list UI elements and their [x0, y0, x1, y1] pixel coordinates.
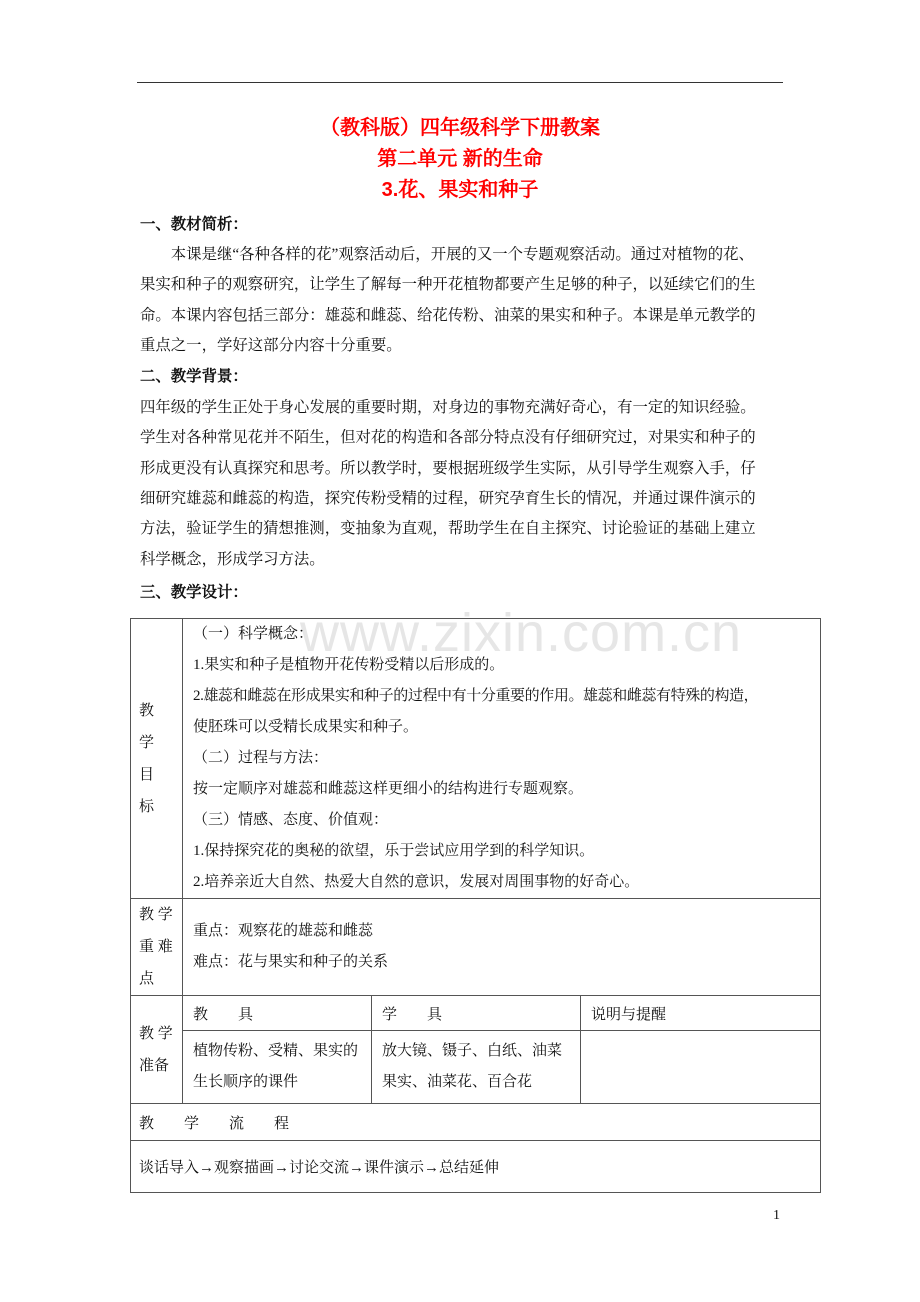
paragraph-line: 学生对各种常见花并不陌生，但对花的构造和各部分特点没有仔细研究过，对果实和种子的: [140, 429, 756, 446]
paragraph-line: 果实和种子的观察研究，让学生了解每一种开花植物都要产生足够的种子，以延续它们的生: [140, 276, 756, 293]
table-row-keypoints: [131, 899, 821, 996]
goal-line: 1.果实和种子是植物开花传粉受精以后形成的。: [193, 657, 505, 673]
flow-content: 谈话导入→观察描画→讨论交流→课件演示→总结延伸: [131, 1141, 821, 1193]
student-tools: [372, 1031, 581, 1104]
goal-line: （三）情感、态度、价值观：: [193, 812, 389, 828]
label-char: 标: [139, 798, 155, 815]
section-heading-design: 三、教学设计：: [140, 584, 248, 601]
prep-label: [131, 996, 183, 1104]
goal-line: 2.雄蕊和雌蕊在形成果实和种子的过程中有十分重要的作用。雄蕊和雌蕊有特殊的构造，: [193, 688, 759, 704]
label-char: 教: [139, 702, 155, 719]
tool-line: 生长顺序的课件: [193, 1074, 299, 1090]
paragraph-line: 形成更没有认真探究和思考。所以教学时，要根据班级学生实际，从引导学生观察入手，仔: [140, 460, 756, 477]
teacher-tools: [183, 1031, 372, 1104]
paragraph-line: 本课是继“各种各样的花”观察活动后，开展的又一个专题观察活动。通过对植物的花、: [140, 246, 754, 263]
table-row-flow-label: [131, 1104, 821, 1141]
tool-line: 放大镜、镊子、白纸、油菜: [382, 1043, 563, 1059]
header-rule: [137, 82, 783, 83]
watermark: www.zixin.com.cn: [300, 603, 743, 663]
goals-content: [183, 619, 821, 899]
header-teacher-tools: 教 具: [183, 996, 372, 1031]
label-char: 目: [139, 766, 155, 783]
label-line: 点: [139, 971, 155, 987]
keypoints-label: [131, 899, 183, 996]
label-line: 教 学: [139, 1025, 173, 1042]
label-line: 重 难: [139, 939, 173, 955]
paragraph-line: 四年级的学生正处于身心发展的重要时期，对身边的事物充满好奇心，有一定的知识经验。: [140, 399, 756, 416]
goal-line: （二）过程与方法：: [193, 750, 329, 766]
goals-label: [131, 619, 183, 899]
goal-line: 按一定顺序对雄蕊和雌蕊这样更细小的结构进行专题观察。: [193, 781, 584, 797]
header-notes: 说明与提醒: [581, 996, 821, 1031]
table-row-prep-header: [131, 996, 821, 1031]
doc-title: （教科版）四年级科学下册教案: [320, 117, 600, 139]
goal-line: （一）科学概念：: [193, 626, 314, 642]
paragraph-line: 细研究雄蕊和雌蕊的构造，探究传粉受精的过程，研究孕育生长的情况，并通过课件演示的: [140, 490, 756, 507]
tool-line: 植物传粉、受精、果实的: [193, 1043, 359, 1059]
lesson-title: 3.花、果实和种子: [381, 179, 539, 201]
keypoints-content: [183, 899, 821, 996]
flow-label: 教 学 流 程: [131, 1104, 821, 1141]
paragraph-line: 科学概念，形成学习方法。: [140, 551, 325, 568]
table-row-flow: [131, 1141, 821, 1193]
key-point: 重点：观察花的雄蕊和雌蕊: [193, 923, 374, 939]
section-heading-analysis: 一、教材简析：: [140, 216, 248, 233]
table-row-prep: [131, 1031, 821, 1104]
label-line: 准备: [139, 1057, 170, 1074]
unit-title: 第二单元 新的生命: [377, 148, 543, 170]
goal-line: 1.保持探究花的奥秘的欲望，乐于尝试应用学到的科学知识。: [193, 843, 595, 859]
goal-line: 使胚珠可以受精长成果实和种子。: [193, 719, 419, 735]
goal-line: 2.培养亲近大自然、热爱大自然的意识，发展对周围事物的好奇心。: [193, 874, 640, 890]
paragraph-line: 方法，验证学生的猜想推测，变抽象为直观，帮助学生在自主探究、讨论验证的基础上建立: [140, 520, 756, 537]
paragraph-line: 重点之一，学好这部分内容十分重要。: [140, 337, 402, 354]
section-heading-background: 二、教学背景：: [140, 368, 248, 385]
label-char: 学: [139, 734, 155, 751]
paragraph-line: 命。本课内容包括三部分：雄蕊和雌蕊、给花传粉、油菜的果实和种子。本课是单元教学的: [140, 307, 756, 324]
label-line: 教 学: [139, 907, 173, 923]
header-student-tools: 学 具: [372, 996, 581, 1031]
lesson-design-table: [130, 618, 821, 1193]
tool-line: 果实、油菜花、百合花: [382, 1074, 533, 1090]
difficult-point: 难点：花与果实和种子的关系: [193, 954, 389, 970]
page-number: 1: [773, 1208, 780, 1223]
notes: [581, 1031, 821, 1104]
table-row-goals: [131, 619, 821, 899]
